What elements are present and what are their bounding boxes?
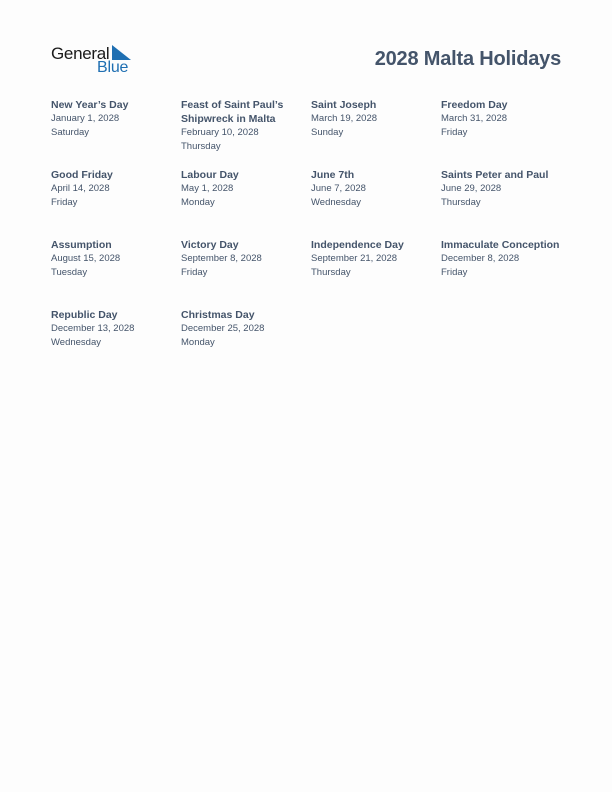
holiday-name: New Year’s Day xyxy=(51,99,129,111)
holiday-name: Immaculate Conception xyxy=(441,239,560,251)
holiday-date: June 29, 2028 xyxy=(441,183,502,194)
holiday-date: December 25, 2028 xyxy=(181,323,265,334)
holiday-weekday: Tuesday xyxy=(51,267,88,278)
holiday-weekday: Friday xyxy=(51,197,78,208)
holiday-entry xyxy=(441,98,565,140)
holiday-entry xyxy=(51,168,175,210)
holiday-date: August 15, 2028 xyxy=(51,253,121,264)
logo-triangle-icon xyxy=(112,45,131,60)
holiday-weekday: Monday xyxy=(181,197,215,208)
holiday-entry xyxy=(51,238,175,280)
holiday-name: Labour Day xyxy=(181,169,239,181)
holiday-entry xyxy=(441,238,565,280)
logo-text-blue: Blue xyxy=(97,59,129,76)
holiday-date: May 1, 2028 xyxy=(181,183,234,194)
holiday-date: June 7, 2028 xyxy=(311,183,366,194)
holiday-weekday: Thursday xyxy=(311,267,351,278)
holiday-date: March 19, 2028 xyxy=(311,113,378,124)
holiday-name: Saint Joseph xyxy=(311,99,377,111)
holiday-date: September 21, 2028 xyxy=(311,253,398,264)
holiday-date: February 10, 2028 xyxy=(181,127,259,138)
holiday-weekday: Friday xyxy=(441,267,468,278)
holiday-name: June 7th xyxy=(311,169,355,181)
holiday-weekday: Thursday xyxy=(441,197,481,208)
holiday-entry xyxy=(311,238,435,280)
holiday-date: January 1, 2028 xyxy=(51,113,120,124)
holiday-weekday: Friday xyxy=(441,127,468,138)
holiday-entry xyxy=(51,98,175,140)
holiday-entry xyxy=(181,168,305,210)
holiday-name: Assumption xyxy=(51,239,112,251)
logo-text-general: General xyxy=(51,44,110,63)
holiday-name: Feast of Saint Paul’s Shipwreck in Malta xyxy=(181,99,284,125)
holiday-weekday: Saturday xyxy=(51,127,90,138)
holiday-date: September 8, 2028 xyxy=(181,253,262,264)
holiday-entry xyxy=(311,168,435,210)
holiday-name: Independence Day xyxy=(311,239,404,251)
holiday-entry xyxy=(181,238,305,280)
holiday-date: April 14, 2028 xyxy=(51,183,110,194)
holiday-weekday: Friday xyxy=(181,267,208,278)
holiday-entry xyxy=(181,98,305,154)
holiday-weekday: Wednesday xyxy=(311,197,361,208)
holiday-date: December 13, 2028 xyxy=(51,323,135,334)
holiday-date: March 31, 2028 xyxy=(441,113,508,124)
holiday-date: December 8, 2028 xyxy=(441,253,520,264)
holiday-weekday: Wednesday xyxy=(51,337,101,348)
holiday-name: Republic Day xyxy=(51,309,118,321)
holiday-weekday: Sunday xyxy=(311,127,344,138)
holiday-entry xyxy=(181,308,305,350)
holiday-name: Good Friday xyxy=(51,169,113,181)
page-title: 2028 Malta Holidays xyxy=(374,48,561,70)
holiday-weekday: Monday xyxy=(181,337,215,348)
holiday-entry xyxy=(311,98,435,140)
holiday-entry xyxy=(441,168,565,210)
holiday-name: Victory Day xyxy=(181,239,239,251)
holiday-name: Freedom Day xyxy=(441,99,508,111)
holiday-entry xyxy=(51,308,175,350)
holiday-name: Saints Peter and Paul xyxy=(441,169,549,181)
generalblue-logo xyxy=(51,44,141,78)
holiday-name: Christmas Day xyxy=(181,309,255,321)
holiday-weekday: Thursday xyxy=(181,141,221,152)
